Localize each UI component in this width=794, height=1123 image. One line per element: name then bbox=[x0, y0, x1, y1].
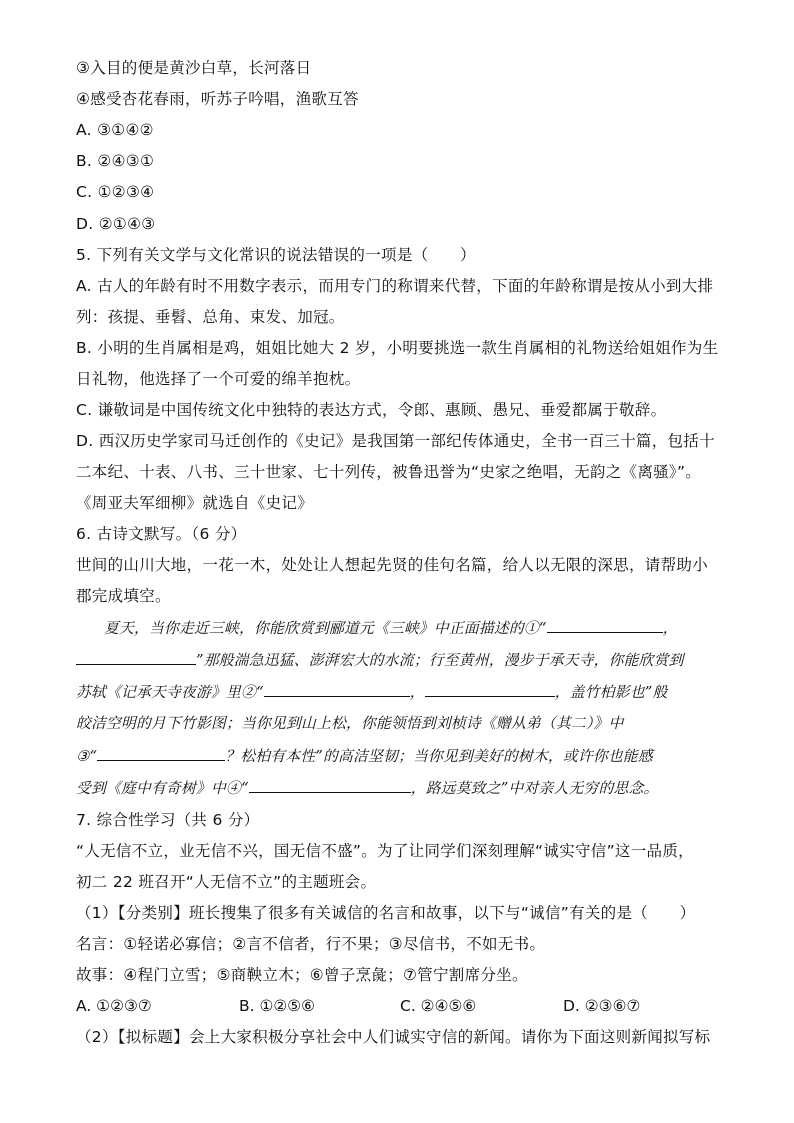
q4-option-a: A. ③①④② bbox=[76, 121, 154, 139]
blank-1b[interactable] bbox=[76, 650, 196, 665]
q6-passage-text: 受到《庭中有奇树》中④“ bbox=[76, 780, 249, 797]
q7-stories: 故事：④程门立雪；⑤商鞅立木；⑥曾子烹彘；⑦管宁割席分坐。 bbox=[76, 966, 528, 984]
blank-2a[interactable] bbox=[264, 682, 410, 697]
q4-option-d: D. ②①④③ bbox=[76, 215, 156, 233]
q6-passage-text: ”那般湍急迅猛、澎湃宏大的水流；行至黄州，漫步于承天寺，你能欣赏到 bbox=[196, 652, 684, 669]
q7-option-c: C. ②④⑤⑥ bbox=[400, 997, 477, 1015]
q7-intro-line2: 初二 22 班召开“人无信不立”的主题班会。 bbox=[76, 873, 377, 891]
q6-passage-line2 bbox=[76, 650, 684, 671]
blank-3[interactable] bbox=[97, 746, 225, 761]
q7-intro-line1: “人无信不立，业无信不兴，国无信不盛”。为了让同学们深刻理解“诚实守信”这一品质， bbox=[76, 842, 694, 860]
q7-sub2-stem: （2）【拟标题】会上大家积极分享社会中人们诚实守信的新闻。请你为下面这则新闻拟写标 bbox=[76, 1028, 711, 1046]
q6-stem: 6. 古诗文默写。（6 分） bbox=[76, 525, 247, 543]
q6-passage-line1 bbox=[104, 618, 678, 639]
q6-passage-text: ，盖竹柏影也”般 bbox=[554, 684, 668, 701]
q6-passage-line4: 皎洁空明的月下竹影图；当你见到山上松，你能领悟到刘桢诗《赠从弟（其二）》中 bbox=[76, 715, 624, 732]
q7-quotes: 名言：①轻诺必寡信；②言不信者，行不果；③尽信书，不如无书。 bbox=[76, 935, 546, 953]
q6-passage-line5 bbox=[76, 746, 653, 767]
q4-option-b: B. ②④③① bbox=[76, 152, 155, 170]
q5-option-d-line2: 二本纪、十表、八书、三十世家、七十列传，被鲁迅誉为“史家之绝唱，无韵之《离骚》”。 bbox=[76, 463, 702, 481]
q7-option-d: D. ②③⑥⑦ bbox=[563, 997, 641, 1015]
q7-stem: 7. 综合性学习（共 6 分） bbox=[76, 811, 260, 829]
q5-option-d-line3: 《周亚夫军细柳》就选自《史记》 bbox=[76, 494, 314, 512]
q6-intro-line1: 世间的山川大地，一花一木，处处让人想起先贤的佳句名篇，给人以无限的深思，请帮助小 bbox=[76, 556, 709, 574]
q4-option-c: C. ①②③④ bbox=[76, 183, 155, 201]
blank-1a[interactable] bbox=[547, 618, 663, 633]
blank-2b[interactable] bbox=[425, 682, 555, 697]
q4-item-4: ④感受杏花春雨，听苏子吟唱，渔歌互答 bbox=[76, 90, 359, 108]
q7-option-a: A. ①②③⑦ bbox=[76, 997, 152, 1015]
q6-passage-text: 夏天，当你走近三峡，你能欣赏到郦道元《三峡》中正面描述的①“ bbox=[104, 620, 547, 637]
q6-intro-line2: 郡完成填空。 bbox=[76, 587, 171, 605]
q5-option-b-line2: 日礼物，他选择了一个可爱的绵羊抱枕。 bbox=[76, 370, 361, 388]
q5-option-b-line1: B. 小明的生肖属相是鸡，姐姐比她大 2 岁，小明要挑选一款生肖属相的礼物送给姐姐作为生 bbox=[76, 339, 719, 357]
q5-option-a-line1: A. 古人的年龄有时不用数字表示，而用专门的称谓来代替，下面的年龄称谓是按从小到大排 bbox=[76, 277, 714, 295]
q7-sub1-stem: （1）【分类别】班长搜集了很多有关诚信的名言和故事，以下与“诚信”有关的是（ ） bbox=[76, 904, 696, 922]
blank-4[interactable] bbox=[249, 778, 411, 793]
q5-stem: 5. 下列有关文学与文化常识的说法错误的一项是（ ） bbox=[76, 246, 476, 264]
q6-passage-text: ， bbox=[409, 684, 425, 701]
q4-item-3: ③入目的便是黄沙白草，长河落日 bbox=[76, 59, 312, 77]
q7-option-b: B. ①②⑤⑥ bbox=[239, 997, 316, 1015]
q6-passage-text: ③“ bbox=[76, 748, 98, 765]
q6-passage-text: 苏轼《记承天寺夜游》里②“ bbox=[76, 684, 264, 701]
q6-passage-line6 bbox=[76, 778, 658, 799]
q6-passage-text: ， bbox=[662, 620, 678, 637]
q6-passage-text: ，路远莫致之”中对亲人无穷的思念。 bbox=[410, 780, 659, 797]
q5-option-c: C. 谦敬词是中国传统文化中独特的表达方式，令郎、惠顾、愚兄、垂爱都属于敬辞。 bbox=[76, 401, 667, 419]
q7-options-row bbox=[76, 996, 726, 1016]
q5-option-d-line1: D. 西汉历史学家司马迁创作的《史记》是我国第一部纪传体通史，全书一百三十篇，包括十 bbox=[76, 432, 715, 450]
q6-passage-text: ？松柏有本性”的高洁坚韧；当你见到美好的树木，或许你也能感 bbox=[225, 748, 653, 765]
q5-option-a-line2: 列：孩提、垂髫、总角、束发、加冠。 bbox=[76, 308, 345, 326]
q6-passage-line3 bbox=[76, 682, 667, 703]
